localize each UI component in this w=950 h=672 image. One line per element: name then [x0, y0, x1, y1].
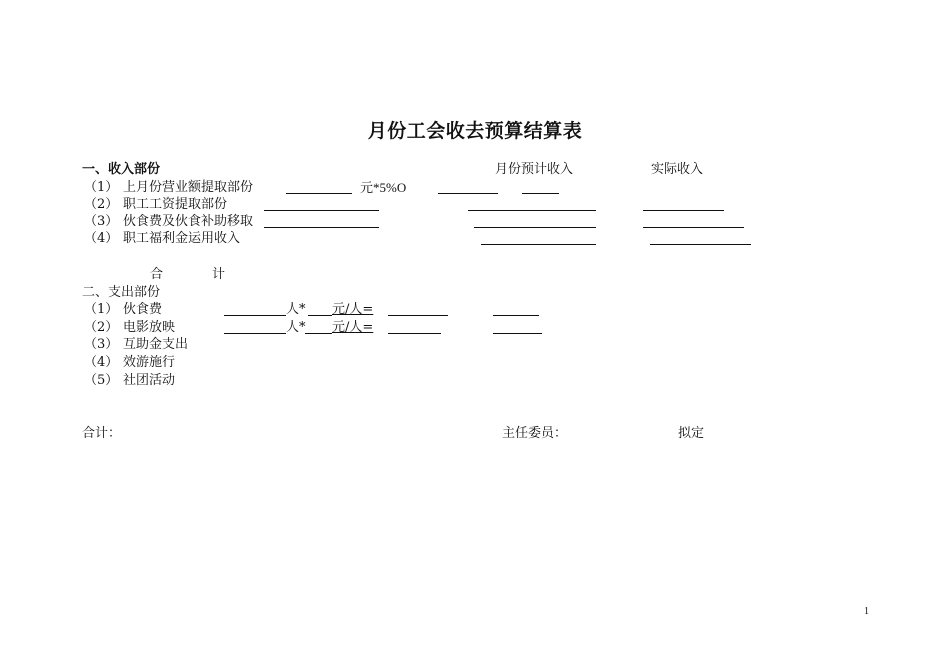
footer-total: 合计：	[82, 426, 122, 441]
expense-item-1-label: 伙食费	[123, 302, 163, 317]
income-total-label-2: 计	[212, 267, 226, 282]
expense-item-2-rate-blank[interactable]	[305, 333, 332, 334]
income-item-3-actual-blank[interactable]	[643, 227, 744, 228]
page-number: 1	[864, 606, 869, 617]
income-total-label-1: 合	[150, 267, 164, 282]
expense-item-2-yuan: 元/人=	[332, 320, 374, 335]
form-title: 月份工会收去预算结算表	[367, 120, 583, 142]
income-item-1-blank[interactable]	[286, 193, 352, 194]
income-item-4-num: （4）	[84, 231, 119, 246]
expense-heading: 二、支出部份	[82, 285, 161, 300]
expense-item-3-num: （3）	[84, 337, 119, 352]
income-item-2-blank[interactable]	[264, 210, 379, 211]
income-item-1-actual-blank[interactable]	[522, 193, 559, 194]
income-item-2-budget-blank[interactable]	[468, 210, 596, 211]
footer-drafted: 拟定	[678, 426, 705, 441]
expense-item-1-num: （1）	[84, 302, 119, 317]
expense-item-2-actual-blank[interactable]	[493, 333, 542, 334]
expense-item-2-person: 人*	[286, 320, 306, 335]
expense-item-2-count-blank[interactable]	[224, 333, 286, 334]
col-budget-header: 月份预计收入	[495, 162, 574, 177]
income-item-4-budget-blank[interactable]	[481, 244, 596, 245]
expense-item-1-person: 人*	[286, 302, 306, 317]
expense-item-5-num: （5）	[84, 373, 119, 388]
income-item-3-label: 伙食费及伙食补助移取	[123, 214, 254, 229]
income-item-3-budget-blank[interactable]	[474, 227, 596, 228]
expense-item-1-actual-blank[interactable]	[493, 315, 539, 316]
expense-item-2-budget-blank[interactable]	[388, 333, 441, 334]
income-item-1-note: 元*5%O	[360, 180, 407, 195]
expense-item-5-label: 社团活动	[123, 373, 176, 388]
income-item-1-num: （1）	[84, 180, 119, 195]
income-item-3-num: （3）	[84, 214, 119, 229]
income-item-2-label: 职工工资提取部份	[123, 197, 228, 212]
footer-chair: 主任委员：	[502, 426, 568, 441]
income-item-4-actual-blank[interactable]	[650, 244, 751, 245]
income-item-3-blank[interactable]	[264, 227, 379, 228]
income-item-1-label: 上月份营业额提取部份	[123, 180, 254, 195]
expense-item-1-count-blank[interactable]	[224, 315, 286, 316]
income-item-1-budget-blank[interactable]	[438, 193, 498, 194]
expense-item-1-yuan: 元/人=	[332, 302, 374, 317]
expense-item-1-rate-blank[interactable]	[308, 315, 332, 316]
expense-item-4-label: 效游施行	[123, 355, 176, 370]
income-heading: 一、收入部份	[82, 162, 161, 177]
expense-item-4-num: （4）	[84, 355, 119, 370]
col-actual-header: 实际收入	[651, 162, 704, 177]
expense-item-1-budget-blank[interactable]	[388, 315, 448, 316]
income-item-4-label: 职工福利金运用收入	[123, 231, 241, 246]
expense-item-2-num: （2）	[84, 320, 119, 335]
expense-item-2-label: 电影放映	[123, 320, 176, 335]
income-item-2-num: （2）	[84, 197, 119, 212]
income-item-2-actual-blank[interactable]	[643, 210, 724, 211]
expense-item-3-label: 互助金支出	[123, 337, 189, 352]
